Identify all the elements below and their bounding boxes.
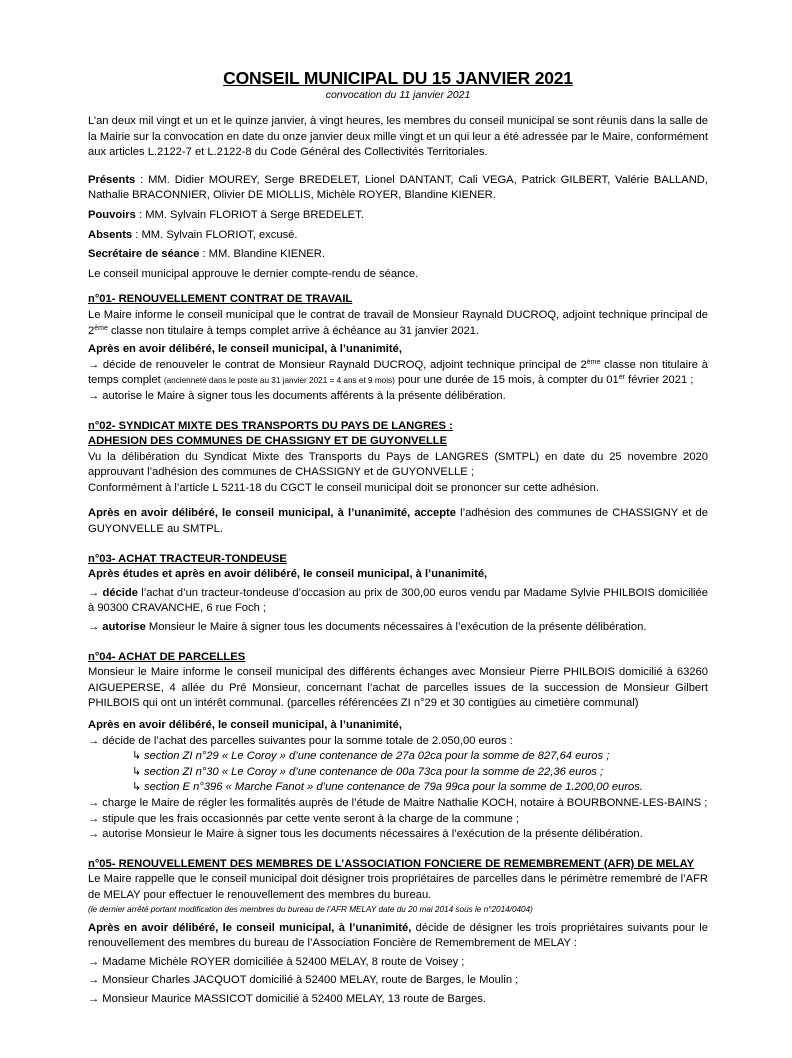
absents-text: : MM. Sylvain FLORIOT, excusé. <box>132 228 298 241</box>
absents-label: Absents <box>88 228 133 241</box>
section-heading: n°02- SYNDICAT MIXTE DES TRANSPORTS DU PAYS DE LANGRES : <box>88 419 453 432</box>
arrow-icon: → <box>88 974 100 987</box>
list-item: → charge le Maire de régler les formalités auprès de l’étude de Maitre Nathalie KOCH, notaire à BOURBONNE-LES-BAINS ; <box>88 796 708 809</box>
return-arrow-icon: ↳ <box>132 750 142 763</box>
list-item: → Madame Michèle ROYER domiciliée à 52400 MELAY, 8 route de Voisey ; <box>88 955 465 968</box>
arrow-icon: → <box>88 955 100 968</box>
convocation-date: convocation du 11 janvier 2021 <box>325 89 471 101</box>
arrow-icon: → <box>88 621 100 634</box>
list-item: → autorise Monsieur le Maire à signer tous les documents nécessaires à l’exécution de la présente délibération. <box>88 828 643 841</box>
arrow-icon: → <box>88 734 100 747</box>
section-body: Monsieur le Maire informe le conseil municipal des différents échanges avec Monsieur Pierre PHILBOIS domicilié à 63260 AIGUEPERSE, 4 allée du Pré Monsieur, concernant l’achat de parcelles issues de la succession de Monsieur Gilbert PHILBOIS qui ont un intérêt communal. (parcelles référencées ZI n°29 et 30 contigües au cimetière communal) <box>88 666 708 710</box>
pouvoirs-text: : MM. Sylvain FLORIOT à Serge BREDELET. <box>135 208 364 221</box>
secretaire-label: Secrétaire de séance <box>88 248 200 261</box>
list-item: → Monsieur Maurice MASSICOT domicilié à 52400 MELAY, 13 route de Barges. <box>88 992 486 1005</box>
return-arrow-icon: ↳ <box>132 781 142 794</box>
page-title: CONSEIL MUNICIPAL DU 15 JANVIER 2021 <box>223 68 573 88</box>
parcel-item: ↳ section ZI n°29 « Le Coroy » d’une contenance de 27a 02ca pour la somme de 827,64 euros ; <box>88 749 708 765</box>
section-01 <box>88 292 708 404</box>
decision-line: Après en avoir délibéré, le conseil municipal, à l’unanimité, accepte l’adhésion des communes de CHASSIGNY et de GUYONVELLE au SMTPL. <box>88 507 708 536</box>
return-arrow-icon: ↳ <box>132 765 142 778</box>
section-body: Le Maire rappelle que le conseil municipal doit désigner trois propriétaires de parcelles dans le périmètre remembré de l’AFR de MELAY pour effectuer le renouvellement des membres du bureau. <box>88 873 708 901</box>
document-page <box>88 68 708 1008</box>
intro-paragraph: L’an deux mil vingt et un et le quinze janvier, à vingt heures, les membres du conseil municipal se sont réunis dans la salle de la Mairie sur la convocation en date du onze janvier deux mille vingt et un qui leur a été adressée par le Maire, conformément aux articles L.2122-7 et L.2122-8 du Code Général des Collectivités Territoriales. <box>88 115 709 159</box>
section-heading: n°01- RENOUVELLEMENT CONTRAT DE TRAVAIL <box>88 293 353 306</box>
parcel-item: ↳ section E n°396 « Marche Fanot » d’une contenance de 79a 99ca pour la somme de 1.200,00 euros. <box>88 780 708 796</box>
section-note: (le dernier arrêté portant modification des membres du bureau de l’AFR MELAY date du 20 mai 2014 sous le n°2014/0404) <box>88 904 533 914</box>
section-body: Le Maire informe le conseil municipal que le contrat de travail de Monsieur Raynald DUCROQ, adjoint technique principal de 2ème classe non titulaire à temps complet arrive à échéance au 31 janvier 2021. <box>88 308 708 337</box>
decision-line: Après en avoir délibéré, le conseil municipal, à l’unanimité, <box>88 343 402 356</box>
list-item: → décide l’achat d’un tracteur-tondeuse d’occasion au prix de 300,00 euros vendu par Madame Sylvie PHILBOIS domiciliée à 90300 CRAVANCHE, 6 rue Foch ; <box>88 586 708 615</box>
section-heading: n°04- ACHAT DE PARCELLES <box>88 650 246 663</box>
section-heading: n°03- ACHAT TRACTEUR-TONDEUSE <box>88 552 287 565</box>
arrow-icon: → <box>88 586 100 599</box>
section-02 <box>88 419 708 538</box>
section-body: Conformément à l’article L 5211-18 du CGCT le conseil municipal doit se prononcer sur cette adhésion. <box>88 481 599 494</box>
pouvoirs-line <box>88 208 708 224</box>
list-item: → décide de l’achat des parcelles suivantes pour la somme totale de 2.050,00 euros : <box>88 734 513 747</box>
decision-line: Après en avoir délibéré, le conseil municipal, à l’unanimité, décide de désigner les trois propriétaires suivants pour le renouvellement des membres du bureau de l’Association Foncière de Remembrement de MELAY : <box>88 921 708 950</box>
secretaire-text: : MM. Blandine KIENER. <box>199 248 325 261</box>
list-item: → autorise Monsieur le Maire à signer tous les documents nécessaires à l’exécution de la présente délibération. <box>88 621 647 634</box>
section-03 <box>88 552 708 636</box>
arrow-icon: → <box>88 389 100 402</box>
section-05 <box>88 857 708 1008</box>
absents-line <box>88 228 708 244</box>
approval-line: Le conseil municipal approuve le dernier compte-rendu de séance. <box>88 267 419 280</box>
section-subheading: ADHESION DES COMMUNES DE CHASSIGNY ET DE GUYONVELLE <box>88 435 448 448</box>
list-item: → autorise le Maire à signer tous les documents afférents à la présente délibération. <box>88 389 506 402</box>
list-item: → décide de renouveler le contrat de Monsieur Raynald DUCROQ, adjoint technique principal de 2ème classe non titulaire à temps complet (ancienneté dans le poste au 31 janvier 2021 = 4 ans et 9 mois) pour une durée de 15 mois, à compter du 01er février 2021 ; <box>88 358 708 387</box>
arrow-icon: → <box>88 796 100 809</box>
arrow-icon: → <box>88 358 100 371</box>
presents-text: : MM. Didier MOUREY, Serge BREDELET, Lionel DANTANT, Cali VEGA, Patrick GILBERT, Valérie BALLAND, Nathalie BRACONNIER, Olivier DE MIOLLIS, Michèle ROYER, Blandine KIENER. <box>88 173 708 202</box>
section-heading: n°05- RENOUVELLEMENT DES MEMBRES DE L’ASSOCIATION FONCIERE DE REMEMBREMENT (AFR) DE MELAY <box>88 857 695 870</box>
presents-line <box>88 173 708 204</box>
parcel-item: ↳ section ZI n°30 « Le Coroy » d’une contenance de 00a 73ca pour la somme de 22,36 euros ; <box>88 765 708 781</box>
section-body: Vu la délibération du Syndicat Mixte des Transports du Pays de LANGRES (SMTPL) en date du 25 novembre 2020 approuvant l’adhésion des communes de CHASSIGNY et de GUYONVELLE ; <box>88 450 708 479</box>
decision-line: Après études et après en avoir délibéré, le conseil municipal, à l’unanimité, <box>88 568 488 581</box>
arrow-icon: → <box>88 828 100 841</box>
section-04 <box>88 650 708 843</box>
presents-label: Présents <box>88 173 136 186</box>
pouvoirs-label: Pouvoirs <box>88 208 136 221</box>
list-item: → Monsieur Charles JACQUOT domicilié à 52400 MELAY, route de Barges, le Moulin ; <box>88 974 519 987</box>
list-item: → stipule que les frais occasionnés par cette vente seront à la charge de la commune ; <box>88 812 519 825</box>
decision-line: Après en avoir délibéré, le conseil municipal, à l’unanimité, <box>88 719 402 731</box>
arrow-icon: → <box>88 992 100 1005</box>
secretaire-line <box>88 247 708 263</box>
arrow-icon: → <box>88 812 100 825</box>
